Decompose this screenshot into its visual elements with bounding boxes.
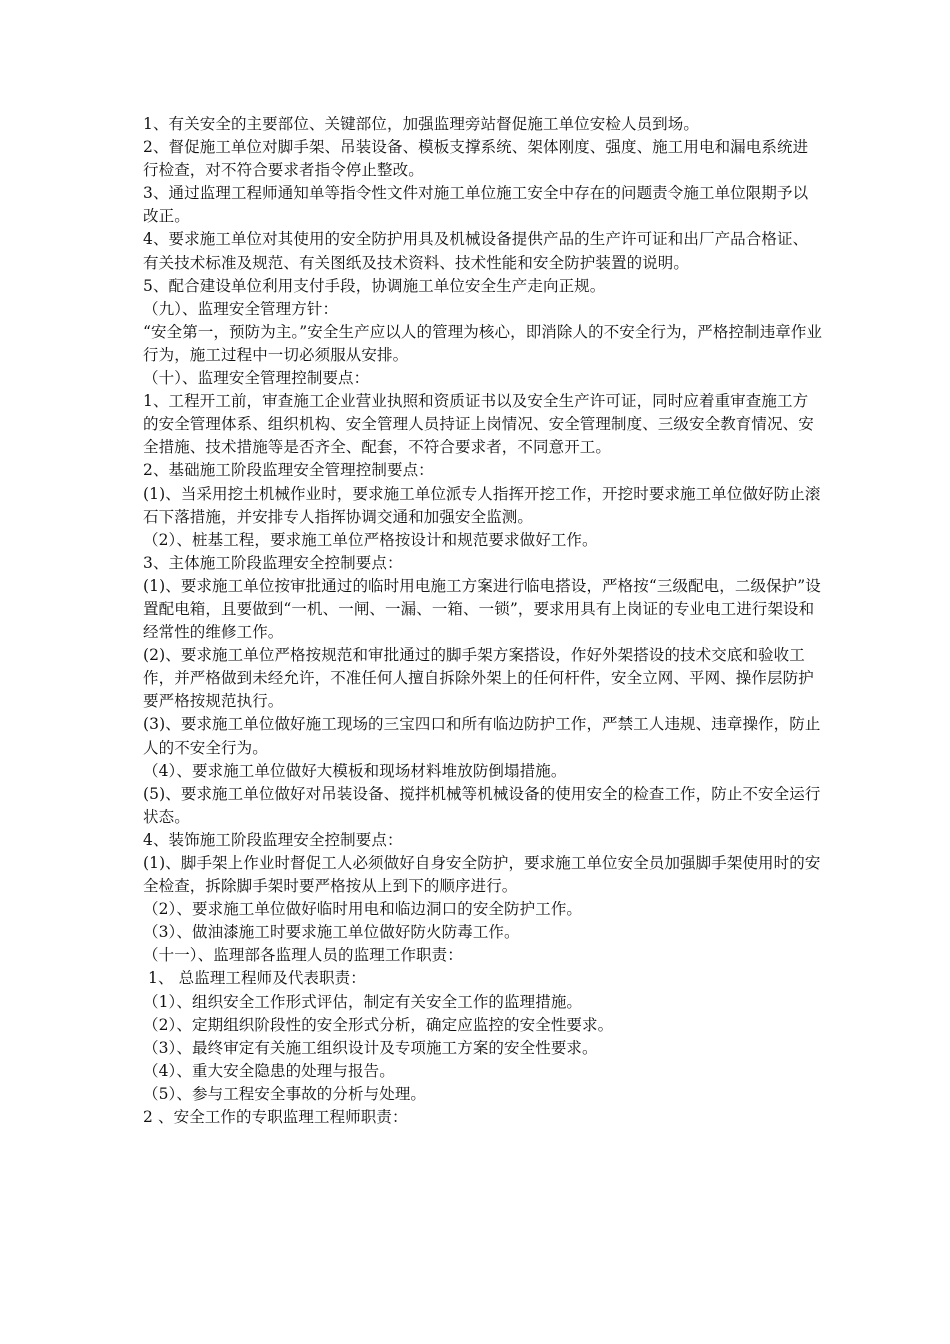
subsection-heading: 3、主体施工阶段监理安全控制要点： <box>143 553 403 572</box>
paragraph: 4、要求施工单位对其使用的安全防护用具及机械设备提供产品的生产许可证和出厂产品合格证、有关技术标准及规范、有关图纸及技术资料、技术性能和安全防护装置的说明。 <box>143 230 809 272</box>
paragraph: （4）、要求施工单位做好大模板和现场材料堆放防倒塌措施。 <box>143 761 567 780</box>
paragraph: 1、工程开工前，审查施工企业营业执照和资质证书以及安全生产许可证，同时应着重审查施工方的安全管理体系、组织机构、安全管理人员持证上岗情况、安全管理制度、三级安全教育情况、安全措施、技术措施等是否齐全、配套，不符合要求者，不同意开工。 <box>143 392 814 457</box>
paragraph: （3）、做油漆施工时要求施工单位做好防火防毒工作。 <box>143 923 520 942</box>
paragraph: （5）、参与工程安全事故的分析与处理。 <box>143 1084 427 1103</box>
paragraph: 5、配合建设单位利用支付手段，协调施工单位安全生产走向正规。 <box>143 276 606 295</box>
document-body <box>143 113 823 1129</box>
section-heading: （十一）、监理部各监理人员的监理工作职责： <box>143 946 463 965</box>
section-heading: （十）、监理安全管理控制要点： <box>143 369 370 388</box>
paragraph: （2）、要求施工单位做好临时用电和临边洞口的安全防护工作。 <box>143 900 583 919</box>
paragraph: (3)、要求施工单位做好施工现场的三宝四口和所有临边防护工作，严禁工人违规、违章操作，防止人的不安全行为。 <box>143 715 821 757</box>
section-heading: （九）、监理安全管理方针： <box>143 299 339 318</box>
paragraph: 2、督促施工单位对脚手架、吊装设备、模板支撑系统、架体刚度、强度、施工用电和漏电系统进行检查，对不符合要求者指令停止整改。 <box>143 138 809 180</box>
paragraph: （1）、组织安全工作形式评估，制定有关安全工作的监理措施。 <box>143 992 583 1011</box>
subsection-heading: 1、 总监理工程师及代表职责： <box>143 969 366 988</box>
paragraph: (1)、要求施工单位按审批通过的临时用电施工方案进行临电搭设，严格按“三级配电，二级保护”设置配电箱，且要做到“一机、一闸、一漏、一箱、一锁”，要求用具有上岗证的专业电工进行架设和经常性的维修工作。 <box>143 576 821 642</box>
paragraph: （3）、最终审定有关施工组织设计及专项施工方案的安全性要求。 <box>143 1038 598 1057</box>
subsection-heading: 2 、安全工作的专职监理工程师职责： <box>143 1108 408 1127</box>
paragraph: “安全第一，预防为主。”安全生产应以人的管理为核心，即消除人的不安全行为，严格控制违章作业行为，施工过程中一切必须服从安排。 <box>143 322 823 364</box>
subsection-heading: 4、装饰施工阶段监理安全控制要点： <box>143 830 403 849</box>
paragraph: 3、通过监理工程师通知单等指令性文件对施工单位施工安全中存在的问题责令施工单位限期予以改正。 <box>143 184 809 226</box>
paragraph: (1)、当采用挖土机械作业时，要求施工单位派专人指挥开挖工作，开挖时要求施工单位做好防止滚石下落措施，并安排专人指挥协调交通和加强安全监测。 <box>143 484 821 526</box>
paragraph: (1)、脚手架上作业时督促工人必须做好自身安全防护，要求施工单位安全员加强脚手架使用时的安全检查，拆除脚手架时要严格按从上到下的顺序进行。 <box>143 854 821 896</box>
paragraph: 1、有关安全的主要部位、关键部位，加强监理旁站督促施工单位安检人员到场。 <box>143 115 699 133</box>
subsection-heading: 2、基础施工阶段监理安全管理控制要点： <box>143 461 434 480</box>
paragraph: (5)、要求施工单位做好对吊装设备、搅拌机械等机械设备的使用安全的检查工作，防止不安全运行状态。 <box>143 784 821 826</box>
paragraph: （4）、重大安全隐患的处理与报告。 <box>143 1061 395 1080</box>
paragraph: (2)、要求施工单位严格按规范和审批通过的脚手架方案搭设，作好外架搭设的技术交底和验收工作，并严格做到未经允许，不准任何人擅自拆除外架上的任何杆件，安全立网、平网、操作层防护要严格按规范执行。 <box>143 646 814 711</box>
paragraph: （2）、桩基工程，要求施工单位严格按设计和规范要求做好工作。 <box>143 530 598 549</box>
paragraph: （2）、定期组织阶段性的安全形式分析，确定应监控的安全性要求。 <box>143 1015 614 1034</box>
